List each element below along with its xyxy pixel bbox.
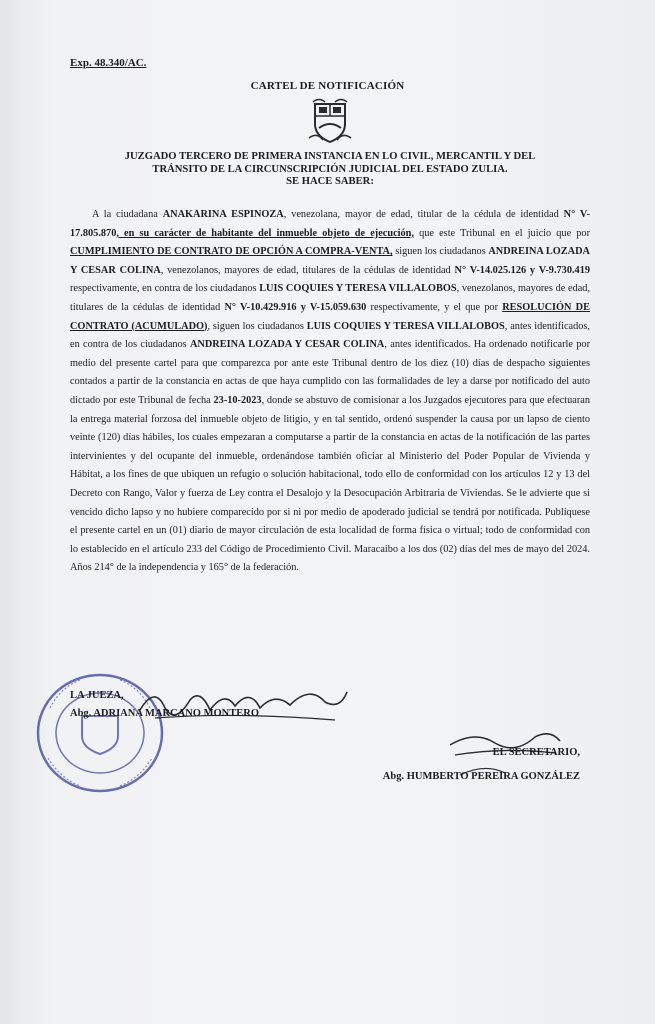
secretary-name: Abg. HUMBERTO PEREIRA GONZÁLEZ <box>382 771 580 782</box>
coat-of-arms-icon <box>305 98 355 144</box>
notice-body <box>70 206 590 578</box>
notice-paragraph: A la ciudadana ANAKARINA ESPINOZA, venezolana, mayor de edad, titular de la cédula de identidad N° V-17.805.870, en su carácter de habitante del inmueble objeto de ejecución, que este Tribunal en el juicio que por CUMPLIMIENTO DE CONTRATO DE OPCIÓN A COMPRA-VENTA, siguen los ciudadanos ANDREINA LOZADA Y CESAR COLINA, venezolanos, mayores de edad, titulares de la cédulas de identidad N° V-14.025.126 y V-9.730.419 respectivamente, en contra de los ciudadanos LUIS COQUIES Y TERESA VILLALOBOS, venezolanos, mayores de edad, titulares de la cédulas de identidad N° V-10.429.916 y V-15.059.630 respectivamente, y el que por RESOLUCIÓN DE CONTRATO (ACUMULADO), siguen los ciudadanos LUIS COQUIES Y TERESA VILLALOBOS, antes identificados, en contra de los ciudadanos ANDREINA LOZADA Y CESAR COLINA, antes identificados. Ha ordenado notificarle por medio del presente cartel para que comparezca por ante este Tribunal dentro de los diez (10) días de despacho siguientes contados a partir de la constancia en actas de que haya cumplido con las formalidades de ley a darse por notificado del auto dictado por este Tribunal de fecha 23-10-2023, donde se abstuvo de comisionar a los Juzgados ejecutores para que efectuaran la entrega material forzosa del inmueble objeto de litigio, y en tal sentido, ordenó suspender la causa por un lapso de ciento veinte (120) días hábiles, los cuales empezaran a computarse a partir de la constancia en actas de la notificación de las partes intervinientes y del ocupante del inmueble, ordenándose también oficiar al Ministerio del Poder Popular de Vivienda y Hábitat, a los fines de que ubiquen un refugio o solución habitacional, todo ello de conformidad con los artículos 12 y 13 del Decreto con Rango, Valor y fuerza de Ley contra el Desalojo y la Desocupación Arbitraria de Viviendas. Se le advierte que si vencido dicho lapso y no hubiere comparecido por si ni por medio de apoderado judicial se tendrá por notificada. Publíquese el presente cartel en un (01) diario de mayor circulación de esta localidad de forma física o virtual; todo de conformidad con lo establecido en el artículo 233 del Código de Procedimiento Civil. Maracaibo a los dos (02) días del mes de mayo del 2024. Años 214° de la independencia y 165° de la federación. <box>70 209 591 574</box>
judge-title: LA JUEZA, <box>70 690 124 701</box>
court-header <box>80 151 580 189</box>
secretary-signature-block <box>355 733 580 783</box>
court-line-2: TRÁNSITO DE LA CIRCUNSCRIPCIÓN JUDICIAL DEL ESTADO ZULIA. <box>152 163 508 175</box>
document-title: CARTEL DE NOTIFICACIÓN <box>250 80 405 92</box>
court-line-3: SE HACE SABER: <box>286 176 374 187</box>
judge-signature-block <box>70 676 259 720</box>
court-line-1: JUZGADO TERCERO DE PRIMERA INSTANCIA EN LO CIVIL, MERCANTIL Y DEL <box>124 151 536 162</box>
judge-name: Abg. ADRIANA MARCANO MONTERO <box>70 708 260 719</box>
file-number: Exp. 48.340/AC. <box>70 57 147 69</box>
secretary-title: EL SECRETARIO, <box>492 747 580 758</box>
